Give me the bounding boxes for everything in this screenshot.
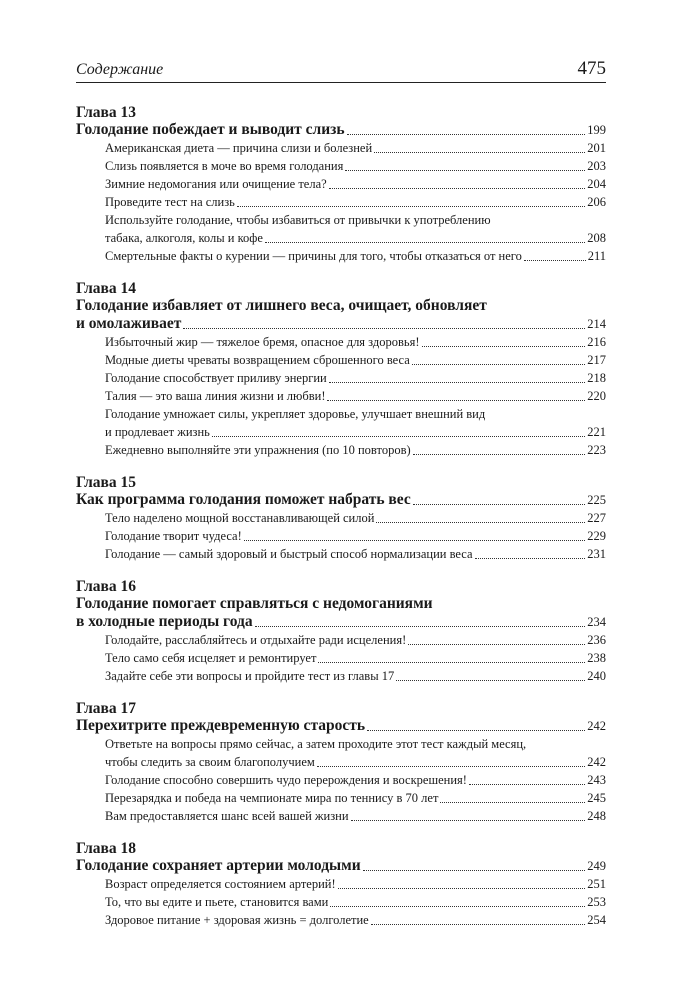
dot-leader <box>347 134 586 135</box>
section-title: Американская диета — причина слизи и болезней <box>105 141 373 155</box>
chapter-title-entry[interactable] <box>76 121 606 139</box>
section-page-number: 223 <box>587 443 606 457</box>
section-entry[interactable] <box>76 649 606 667</box>
section-entry[interactable] <box>76 369 606 387</box>
section-page-number: 211 <box>587 249 606 263</box>
dot-leader <box>183 328 585 329</box>
section-page-number: 238 <box>587 651 606 665</box>
chapter-block <box>76 474 606 563</box>
dot-leader <box>318 662 585 663</box>
section-page-number: 206 <box>587 195 606 209</box>
chapter-page-number: 199 <box>587 123 606 137</box>
dot-leader <box>255 626 586 627</box>
section-title: Голодайте, расслабляйтесь и отдыхайте ради исцеления! <box>105 633 407 647</box>
chapter-page-number: 225 <box>587 493 606 507</box>
chapter-title-entry[interactable] <box>76 857 606 875</box>
dot-leader <box>317 766 585 767</box>
dot-leader <box>412 364 585 365</box>
section-page-number: 229 <box>587 529 606 543</box>
chapter-title: Голодание сохраняет артерии молодыми <box>76 857 361 874</box>
section-entry[interactable] <box>76 351 606 369</box>
running-header <box>76 60 606 83</box>
section-entry[interactable] <box>76 631 606 649</box>
section-entry[interactable] <box>76 911 606 929</box>
section-entry[interactable] <box>76 807 606 825</box>
section-title: Здоровое питание + здоровая жизнь = долголетие <box>105 913 369 927</box>
dot-leader <box>363 870 586 871</box>
chapter-title-entry[interactable] <box>76 613 606 631</box>
chapter-page-number: 242 <box>587 719 606 733</box>
dot-leader <box>345 170 585 171</box>
chapter-title: в холодные периоды года <box>76 613 253 630</box>
chapter-page-number: 214 <box>587 317 606 331</box>
section-entry[interactable] <box>76 667 606 685</box>
section-entry[interactable] <box>76 157 606 175</box>
section-page-number: 248 <box>587 809 606 823</box>
dot-leader <box>376 522 585 523</box>
section-page-number: 242 <box>587 755 606 769</box>
chapter-page-number: 249 <box>587 859 606 873</box>
section-entry[interactable] <box>76 893 606 911</box>
section-title: Талия — это ваша линия жизни и любви! <box>105 389 326 403</box>
dot-leader <box>212 436 585 437</box>
section-page-number: 208 <box>587 231 606 245</box>
section-title: Смертельные факты о курении — причины для того, чтобы отказаться от него <box>105 249 522 263</box>
dot-leader <box>396 680 585 681</box>
section-page-number: 221 <box>587 425 606 439</box>
section-page-number: 236 <box>587 633 606 647</box>
section-page-number: 227 <box>587 511 606 525</box>
section-entry[interactable] <box>76 229 606 247</box>
dot-leader <box>524 260 586 261</box>
dot-leader <box>374 152 585 153</box>
dot-leader <box>371 924 586 925</box>
section-entry[interactable] <box>76 509 606 527</box>
chapter-title-entry[interactable] <box>76 491 606 509</box>
dot-leader <box>237 206 585 207</box>
section-entry[interactable] <box>76 247 606 265</box>
section-title: и продлевает жизнь <box>105 425 210 439</box>
section-title: Голодание способно совершить чудо перерождения и воскрешения! <box>105 773 467 787</box>
section-entry[interactable] <box>76 333 606 351</box>
section-page-number: 203 <box>587 159 606 173</box>
chapter-title: и омолаживает <box>76 315 182 332</box>
section-entry[interactable] <box>76 193 606 211</box>
section-entry[interactable] <box>76 527 606 545</box>
running-header-title: Содержание <box>76 61 164 78</box>
section-title: Зимние недомогания или очищение тела? <box>105 177 327 191</box>
dot-leader <box>413 454 586 455</box>
chapter-block <box>76 280 606 459</box>
section-page-number: 216 <box>587 335 606 349</box>
section-title: табака, алкоголя, колы и кофе <box>105 231 263 245</box>
chapter-title: Голодание побеждает и выводит слизь <box>76 121 345 138</box>
chapter-block <box>76 104 606 265</box>
section-title: Слизь появляется в моче во время голодания <box>105 159 344 173</box>
dot-leader <box>475 558 586 559</box>
chapter-title-line: Голодание избавляет от лишнего веса, очищает, обновляет <box>76 297 487 314</box>
dot-leader <box>351 820 586 821</box>
dot-leader <box>330 906 585 907</box>
section-page-number: 243 <box>587 773 606 787</box>
section-page-number: 201 <box>587 141 606 155</box>
dot-leader <box>265 242 585 243</box>
dot-leader <box>338 888 586 889</box>
section-entry[interactable] <box>76 175 606 193</box>
chapter-block <box>76 840 606 929</box>
section-entry[interactable] <box>76 875 606 893</box>
dot-leader <box>244 540 586 541</box>
section-title: Голодание — самый здоровый и быстрый способ нормализации веса <box>105 547 473 561</box>
section-page-number: 231 <box>587 547 606 561</box>
dot-leader <box>422 346 586 347</box>
table-of-contents <box>76 104 606 944</box>
section-page-number: 204 <box>587 177 606 191</box>
section-page-number: 245 <box>587 791 606 805</box>
section-title: Проведите тест на слизь <box>105 195 235 209</box>
section-title: чтобы следить за своим благополучием <box>105 755 315 769</box>
section-page-number: 251 <box>587 877 606 891</box>
chapter-block <box>76 700 606 825</box>
section-entry[interactable] <box>76 423 606 441</box>
dot-leader <box>367 730 585 731</box>
section-title: Перезарядка и победа на чемпионате мира по теннису в 70 лет <box>105 791 439 805</box>
section-title: Модные диеты чреваты возвращением сброшенного веса <box>105 353 410 367</box>
section-entry[interactable] <box>76 441 606 459</box>
section-entry[interactable] <box>76 753 606 771</box>
chapter-label: Глава 17 <box>76 700 137 717</box>
dot-leader <box>440 802 585 803</box>
chapter-label: Глава 13 <box>76 104 137 121</box>
dot-leader <box>413 504 585 505</box>
section-entry[interactable] <box>76 545 606 563</box>
section-title: Избыточный жир — тяжелое бремя, опасное для здоровья! <box>105 335 420 349</box>
section-entry[interactable] <box>76 771 606 789</box>
section-page-number: 254 <box>587 913 606 927</box>
dot-leader <box>469 784 585 785</box>
section-page-number: 217 <box>587 353 606 367</box>
chapter-title-line: Голодание помогает справляться с недомоганиями <box>76 595 433 612</box>
section-entry[interactable] <box>76 387 606 405</box>
chapter-label: Глава 16 <box>76 578 137 595</box>
section-title-line: Используйте голодание, чтобы избавиться от привычки к употреблению <box>105 213 491 227</box>
section-title: Задайте себе эти вопросы и пройдите тест из главы 17 <box>105 669 395 683</box>
section-title: Тело наделено мощной восстанавливающей силой <box>105 511 375 525</box>
dot-leader <box>329 188 586 189</box>
chapter-title-entry[interactable] <box>76 717 606 735</box>
chapter-title: Как программа голодания поможет набрать вес <box>76 491 411 508</box>
chapter-title: Перехитрите преждевременную старость <box>76 717 366 734</box>
chapter-label: Глава 18 <box>76 840 137 857</box>
chapter-title-entry[interactable] <box>76 315 606 333</box>
section-page-number: 253 <box>587 895 606 909</box>
dot-leader <box>408 644 585 645</box>
section-title: То, что вы едите и пьете, становится вами <box>105 895 329 909</box>
section-page-number: 218 <box>587 371 606 385</box>
section-title-line: Голодание умножает силы, укрепляет здоровье, улучшает внешний вид <box>105 407 486 421</box>
chapter-label: Глава 14 <box>76 280 137 297</box>
section-title: Ежедневно выполняйте эти упражнения (по 10 повторов) <box>105 443 411 457</box>
section-entry[interactable] <box>76 139 606 157</box>
section-page-number: 240 <box>587 669 606 683</box>
chapter-label: Глава 15 <box>76 474 137 491</box>
dot-leader <box>329 382 586 383</box>
section-title: Голодание способствует приливу энергии <box>105 371 327 385</box>
section-entry[interactable] <box>76 789 606 807</box>
chapter-page-number: 234 <box>587 615 606 629</box>
dot-leader <box>327 400 585 401</box>
chapter-block <box>76 578 606 685</box>
section-title: Голодание творит чудеса! <box>105 529 242 543</box>
section-title: Вам предоставляется шанс всей вашей жизни <box>105 809 349 823</box>
section-title: Тело само себя исцеляет и ремонтирует <box>105 651 317 665</box>
section-title-line: Ответьте на вопросы прямо сейчас, а затем проходите этот тест каждый месяц, <box>105 737 527 751</box>
section-page-number: 220 <box>587 389 606 403</box>
section-title: Возраст определяется состоянием артерий! <box>105 877 336 891</box>
running-header-page-number: 475 <box>577 58 606 79</box>
